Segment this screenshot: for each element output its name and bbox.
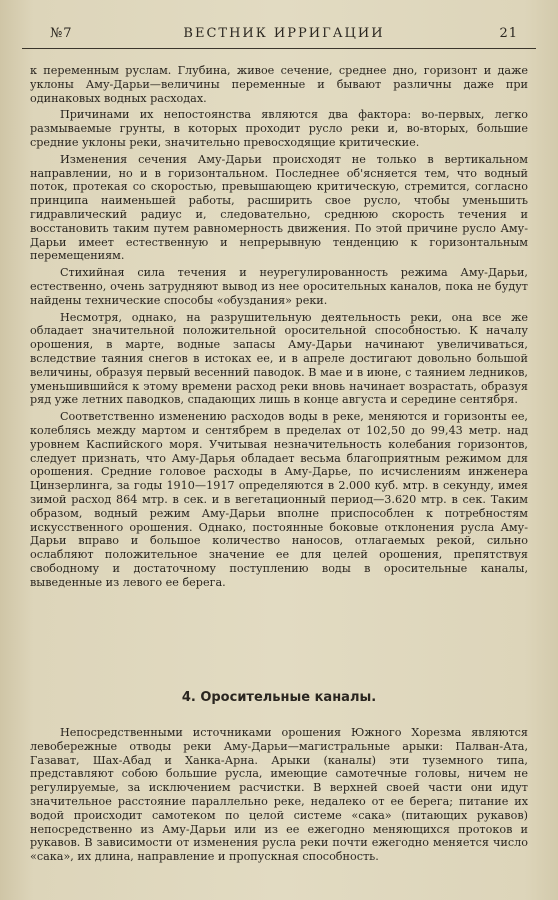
header-rule xyxy=(22,48,536,49)
journal-title: ВЕСТНИК ИРРИГАЦИИ xyxy=(183,26,385,41)
paragraph: Причинами их непостоянства являются два фактора: во-первых, легко размываемые грунты, в которых проходит русло реки и, во-вторых, большие средние уклоны реки, значительно превосходящие критические. xyxy=(30,108,528,149)
section-body xyxy=(30,726,528,867)
body-text xyxy=(30,64,528,592)
paragraph: Соответственно изменению расходов воды в реке, меняются и горизонты ее, колеблясь между мартом и сентябрем в пределах от 102,50 до 99,43 метр. над уровнем Каспийского моря. Учитывая незначительность колебания горизонтов, следует признать, что Аму-Дарья обладает весьма благоприятным режимом для орошения. Средние головое расходы в Аму-Дарье, по исчислениям инженера Цинзерлинга, за годы 1910—1917 определяются в 2.000 куб. мтр. в секунду, имея зимой расход 864 мтр. в сек. и в вегетационный период—3.620 мтр. в сек. Таким образом, водный режим Аму-Дарьи вполне приспособлен к потребностям искусственного орошения. Однако, постоянные боковые отклонения русла Аму-Дарьи вправо и большое количество наносов, отлагаемых рекой, сильно ослабляют положительное значение ее для целей орошения, препятствуя свободному и достаточному поступлению воды в оросительные каналы, выведенные из левого ее берега. xyxy=(30,410,528,589)
section-heading: 4. Оросительные каналы. xyxy=(181,690,377,705)
paragraph: Непосредственными источниками орошения Южного Хорезма являются левобережные отводы реки Аму-Дарьи—магистральные арыки: Палван-Ата, Газават, Шах-Абад и Ханка-Арна. Арыки (каналы) эти туземного типа, представляют собою большие русла, имеющие самотечные головы, ничем не регулируемые, за исключением расчистки. В верхней своей части они идут значительное расстояние параллельно реке, недалеко от ее берега; питание их водой происходит самотеком по целой системе «сака» (питающих рукавов) непосредственно из Аму-Дарьи или из ее ежегодно меняющихся протоков и рукавов. В зависимости от изменения русла реки почти ежегодно меняется число «сака», их длина, направление и пропускная способность. xyxy=(30,726,528,864)
issue-number: №7 xyxy=(50,26,73,41)
paragraph: Стихийная сила течения и неурегулированность режима Аму-Дарьи, естественно, очень затрудняют вывод из нее оросительных каналов, пока не будут найдены технические способы «обуздания» реки. xyxy=(30,266,528,307)
paragraph: Несмотря, однако, на разрушительную деятельность реки, она все же обладает значительной положительной оросительной способностью. К началу орошения, в марте, водные запасы Аму-Дарьи начинают увеличиваться, вследствие таяния снегов в истоках ее, и в апреле достигают довольно большой величины, образуя первый весенний паводок. В мае и в июне, с таянием ледников, уменьшившийся к этому времени расход реки вновь начинает возрастать, образуя ряд уже летних паводков, спадающих лишь в конце августа и середине сентября. xyxy=(30,310,528,407)
page-number: 21 xyxy=(499,26,518,41)
paragraph: к переменным руслам. Глубина, живое сечение, среднее дно, горизонт и даже уклоны Аму-Дарьи—величины переменные и бывают различны даже при одинаковых водных расходах. xyxy=(30,64,528,105)
running-header xyxy=(50,26,518,48)
paragraph: Изменения сечения Аму-Дарьи происходят не только в вертикальном направлении, но и в горизонтальном. Последнее об'ясняется тем, что водный поток, протекая со скоростью, превышающею критическую, стремится, согласно принципа наименьшей работы, расширить свое русло, чтобы уменьшить гидравлический радиус и, следовательно, среднюю скорость течения и восстановить таким путем равномерность движения. По этой причине русло Аму-Дарьи имеет естественную и непрерывную тенденцию к горизонтальным перемещениям. xyxy=(30,152,528,263)
